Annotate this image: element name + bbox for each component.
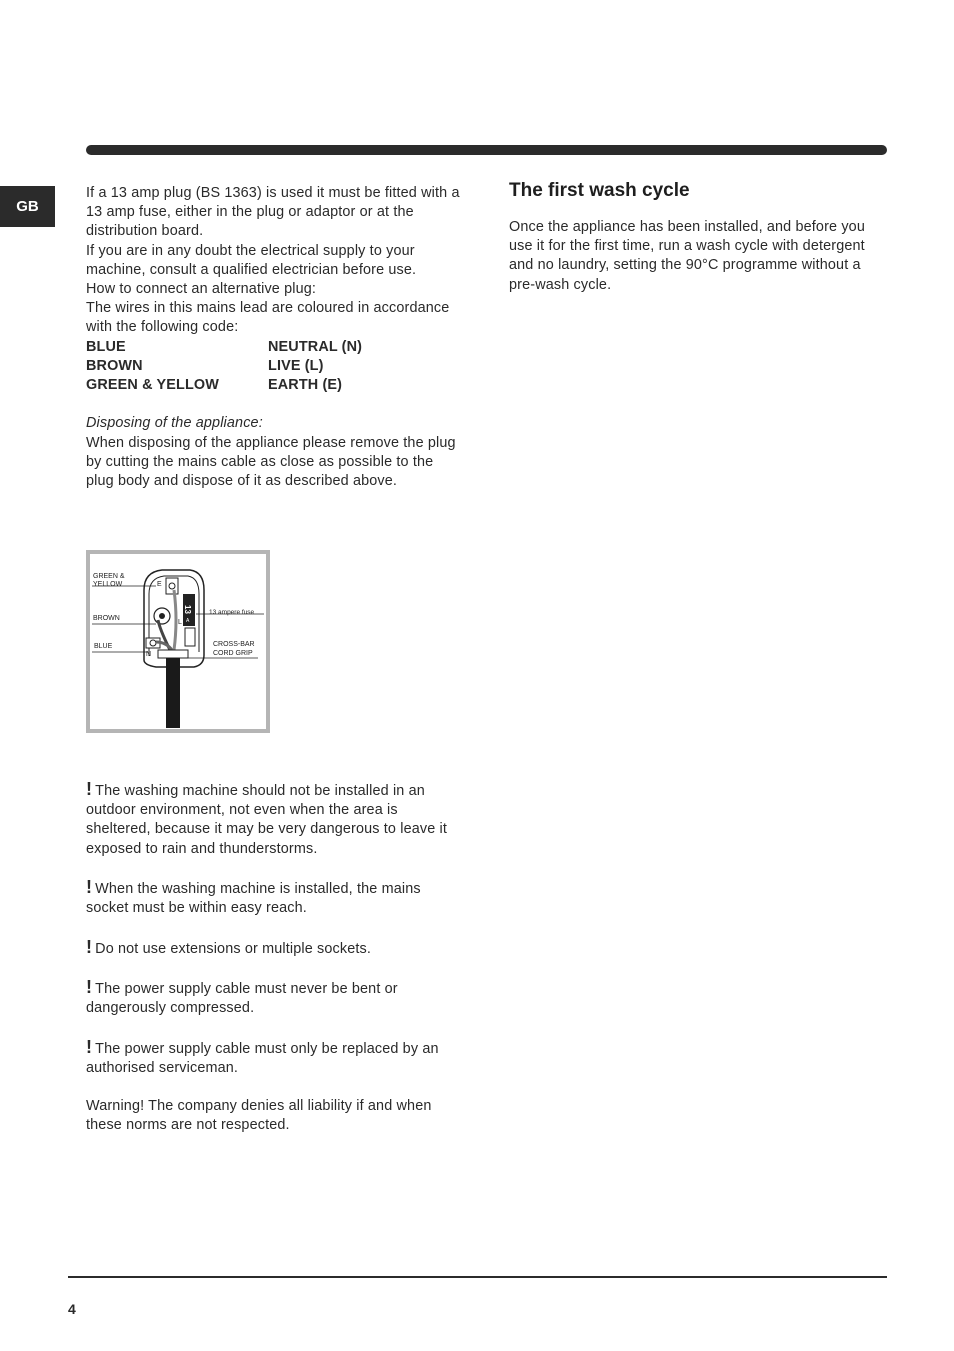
wire-terminal: NEUTRAL (N) xyxy=(268,338,363,355)
terminal-e-label: E xyxy=(157,581,162,588)
plug-wiring-diagram xyxy=(86,550,270,733)
warning-text: The washing machine should not be installed in an outdoor environment, not even when the area is sheltered, because it may be very dangerous to leave it exposed to rain and thunderstorms. xyxy=(86,783,448,857)
wire-row xyxy=(86,376,460,395)
disposal-heading: Disposing of the appliance: xyxy=(86,415,263,432)
warning-item xyxy=(86,978,460,1018)
wire-terminal: LIVE (L) xyxy=(268,357,324,374)
wire-row xyxy=(86,357,460,376)
label-cord-grip: CORD GRIP xyxy=(213,650,253,657)
wire-row xyxy=(86,338,460,357)
cord-grip-bar xyxy=(158,650,188,658)
warnings-list xyxy=(86,780,460,1155)
wire-terminal: EARTH (E) xyxy=(268,377,343,394)
liability-warning: Warning! The company denies all liability if and when these norms are not respected. xyxy=(86,1098,432,1134)
warning-text: When the washing machine is installed, the mains socket must be within easy reach. xyxy=(86,881,421,917)
fuse-marking: 13 xyxy=(183,605,192,614)
warning-text: The power supply cable must only be replaced by an authorised serviceman. xyxy=(86,1040,439,1076)
header-rule xyxy=(86,145,887,155)
plug-instructions xyxy=(86,184,460,491)
warning-text: The power supply cable must never be bent or dangerously compressed. xyxy=(86,980,398,1017)
label-brown: BROWN xyxy=(93,615,120,622)
terminal-l-label: L xyxy=(178,619,182,626)
warning-mark: ! xyxy=(86,936,93,957)
label-crossbar: CROSS-BAR xyxy=(213,641,255,648)
warning-item xyxy=(86,938,460,959)
terminal-n-label: N xyxy=(146,651,152,658)
label-green-yellow: GREEN & xyxy=(93,573,125,580)
warning-text: Do not use extensions or multiple sockets. xyxy=(95,940,372,957)
live-screw xyxy=(159,613,165,619)
fuse-clip xyxy=(185,628,195,646)
section-text: Once the appliance has been installed, and before you use it for the first time, run a wash cycle with detergent and no laundry, setting the 90°C programme without a pre-wash cycle. xyxy=(509,219,865,293)
mains-cable xyxy=(166,658,180,728)
section-heading: The first wash cycle xyxy=(509,180,690,201)
wire-colour: BROWN xyxy=(86,357,143,374)
warning-item xyxy=(86,1038,460,1078)
language-tab: GB xyxy=(0,186,55,227)
warning-item xyxy=(86,780,460,859)
wire-colour: BLUE xyxy=(86,338,126,355)
wire-code-table xyxy=(86,338,460,396)
earth-terminal xyxy=(166,578,178,594)
footer-rule xyxy=(68,1276,887,1278)
warning-mark: ! xyxy=(86,877,93,897)
paragraph-electrician: If you are in any doubt the electrical supply to your machine, consult a qualified electrician before use. xyxy=(86,242,417,278)
paragraph-wire-colours: The wires in this mains lead are coloured in accordance with the following code: xyxy=(86,300,450,336)
label-fuse: 13 ampere fuse xyxy=(209,609,255,616)
paragraph-fuse-location: 13 amp fuse, either in the plug or adaptor or at the distribution board. xyxy=(86,204,414,240)
paragraph-plug-fuse: If a 13 amp plug (BS 1363) is used it must be fitted with a xyxy=(86,185,460,201)
first-wash-section xyxy=(509,180,869,295)
plug-diagram-svg xyxy=(86,550,270,733)
wire-colour: GREEN & YELLOW xyxy=(86,377,219,394)
warning-mark: ! xyxy=(86,779,93,799)
warning-mark: ! xyxy=(86,976,93,997)
warning-item xyxy=(86,878,460,918)
label-blue: BLUE xyxy=(94,643,113,650)
label-green-yellow-2: YELLOW xyxy=(93,581,123,588)
disposal-text: When disposing of the appliance please remove the plug by cutting the mains cable as close as possible to the plug body and dispose of it as described above. xyxy=(86,434,456,490)
page-number: 4 xyxy=(68,1301,76,1317)
warning-mark: ! xyxy=(86,1036,93,1057)
paragraph-alt-plug: How to connect an alternative plug: xyxy=(86,281,317,298)
fuse-unit: A xyxy=(186,618,190,624)
